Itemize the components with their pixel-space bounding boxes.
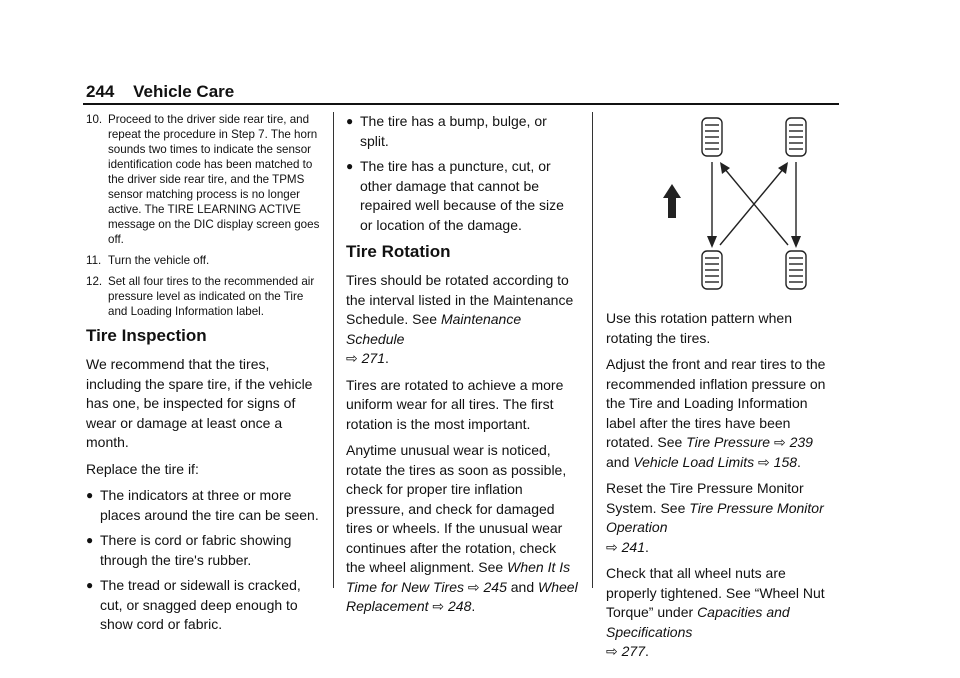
tire-icon (786, 251, 806, 289)
reset-tpms-paragraph: Reset the Tire Pressure Monitor System. See Tire Pressure Monitor Operation ⇨ 241. (606, 480, 824, 555)
page-ref[interactable]: 245 (483, 578, 507, 595)
page-number: 244 (86, 82, 115, 101)
vehicle-load-limits-link[interactable]: Vehicle Load Limits (633, 453, 755, 470)
tire-icon (786, 118, 806, 156)
bullet-icon: ● (346, 114, 354, 128)
step-text: Turn the vehicle off. (108, 254, 210, 267)
tire-pressure-link[interactable]: Tire Pressure (686, 434, 771, 450)
tire-icon (702, 251, 722, 289)
column-3 (606, 112, 838, 669)
list-item: ● The tire has a puncture, cut, or other damage that cannot be repaired well because of the size or location of the damage. (346, 158, 564, 233)
rotation-interval-paragraph: Tires should be rotated according to the interval listed in the Maintenance Schedule. See Maintenance Schedule ⇨ 271. (346, 272, 574, 366)
page-ref[interactable]: 248 (448, 598, 472, 614)
forward-arrow-icon (663, 184, 681, 218)
page-ref[interactable]: 271 (361, 350, 385, 366)
tire-rotation-heading: Tire Rotation (346, 242, 451, 261)
tire-inspection-heading: Tire Inspection (86, 326, 207, 345)
tpms-operation-link[interactable]: Tire Pressure Monitor Operation (606, 499, 824, 535)
adjust-pressure-paragraph: Adjust the front and rear tires to the recommended inflation pressure on the Tire and Loading Information label after the tires have been rotated. See Tire Pressure ⇨ 239 and Vehicle Load Limits ⇨ 158. (606, 356, 826, 470)
step-text: Set all four tires to the recommended air pressure level as indicated on the Tire and Loading Information label. (108, 275, 315, 318)
bullet-icon: ● (86, 533, 94, 547)
replace-bullets (86, 486, 322, 635)
column-2 (346, 112, 578, 624)
wheel-replacement-link[interactable]: Wheel Replacement (346, 578, 578, 614)
rotation-purpose-paragraph: Tires are rotated to achieve a more uniform wear for all tires. The first rotation is the most important. (346, 376, 564, 432)
new-tires-link[interactable]: When It Is Time for New Tires (346, 559, 571, 595)
tire-icon (702, 118, 722, 156)
page-ref[interactable]: 277 (621, 643, 645, 659)
list-item (86, 274, 322, 319)
page-ref[interactable]: 241 (621, 538, 645, 555)
unusual-wear-paragraph: Anytime unusual wear is noticed, rotate the tires as soon as possible, check for proper tire inflation pressure, and check for damaged tires or wheels. If the unusual wear continues after the rotation, check the wheel alignment. See When It Is Time for New Tires ⇨ 245 and Wheel Replacement ⇨ 248. (346, 442, 578, 614)
section-title: Vehicle Care (133, 82, 235, 101)
step-number: 10. (86, 113, 103, 126)
page-header (86, 82, 234, 102)
capacities-link[interactable]: Capacities and Specifications (606, 604, 790, 640)
rotation-pattern-paragraph: Use this rotation pattern when rotating the tires. (606, 310, 792, 346)
list-item: ● The indicators at three or more places around the tire can be seen. (86, 487, 319, 523)
page-ref-arrow-icon: ⇨ (606, 538, 618, 555)
procedure-steps (86, 112, 322, 319)
page-ref-arrow-icon: ⇨ (758, 453, 770, 470)
bullet-icon: ● (86, 578, 94, 592)
step-number: 11. (86, 254, 102, 267)
inspection-intro: We recommend that the tires, including the spare tire, if the vehicle has one, be inspected for signs of wear or damage at least once a month. (86, 356, 313, 450)
list-item: ● There is cord or fabric showing through the tire's rubber. (86, 532, 292, 568)
page-ref-arrow-icon: ⇨ (606, 643, 618, 659)
page-ref-arrow-icon: ⇨ (467, 578, 480, 595)
page-ref-arrow-icon: ⇨ (773, 434, 786, 450)
damage-bullets (346, 112, 578, 235)
maintenance-schedule-link[interactable]: Maintenance Schedule (346, 311, 522, 347)
page-ref[interactable]: 158 (773, 453, 798, 470)
column-1 (86, 112, 322, 641)
replace-label: Replace the tire if: (86, 460, 199, 477)
list-item (86, 112, 322, 247)
wheel-nuts-paragraph: Check that all wheel nuts are properly tightened. See “Wheel Nut Torque” under Capacities and Specifications ⇨ 277. (606, 565, 825, 659)
list-item (86, 253, 322, 268)
page-ref-arrow-icon: ⇨ (432, 598, 445, 614)
column-divider (333, 112, 334, 588)
header-rule (83, 103, 839, 105)
bullet-icon: ● (86, 488, 94, 502)
step-text: Proceed to the driver side rear tire, and repeat the procedure in Step 7. The horn sounds two times to indicate the sensor identification code has been matched to the driver side rear tire, and the TPMS sensor matching process is no longer active. The TIRE LEARNING ACTIVE message on the DIC display screen goes off. (108, 113, 320, 246)
list-item: ● The tread or sidewall is cracked, cut, or snagged deep enough to show cord or fabric. (86, 577, 301, 632)
page-ref-arrow-icon: ⇨ (346, 350, 358, 366)
step-number: 12. (86, 275, 103, 288)
tire-rotation-diagram-icon (630, 112, 820, 297)
bullet-icon: ● (346, 159, 354, 173)
list-item: ● The tire has a bump, bulge, or split. (346, 113, 547, 149)
page-ref[interactable]: 239 (789, 434, 813, 450)
column-divider (592, 112, 593, 588)
